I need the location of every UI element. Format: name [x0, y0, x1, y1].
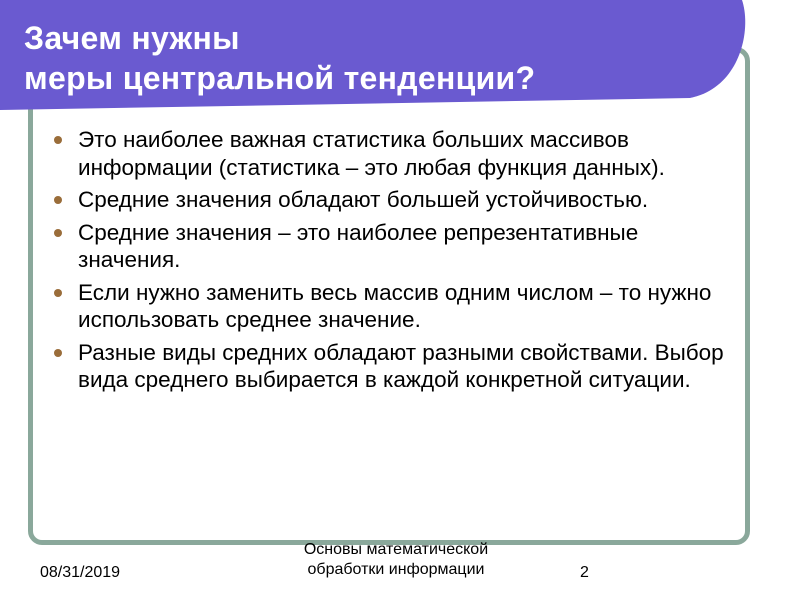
bullet-item: [54, 219, 744, 274]
bullet-icon: [54, 196, 62, 204]
footer-date: 08/31/2019: [40, 564, 121, 581]
bullet-icon: [54, 349, 62, 357]
page-number: 2: [580, 564, 589, 581]
bullet-item: [54, 339, 744, 394]
bullet-list: [54, 126, 744, 399]
slide-title-line-2: меры центральной тенденции?: [24, 60, 536, 96]
bullet-text: Это наиболее важная статистика больших массивов информации (статистика – это любая функция данных).: [78, 127, 665, 180]
bullet-text: Если нужно заменить весь массив одним числом – то нужно использовать среднее значение.: [78, 279, 712, 332]
bullet-item: [54, 186, 744, 214]
slide-title-line-1: Зачем нужны: [24, 20, 240, 56]
bullet-text: Средние значения обладают большей устойчивостью.: [78, 187, 649, 212]
footer-title: [236, 540, 556, 580]
bullet-icon: [54, 289, 62, 297]
bullet-icon: [54, 229, 62, 237]
bullet-text: Разные виды средних обладают разными свойствами. Выбор вида среднего выбирается в каждой конкретной ситуации.: [78, 339, 724, 392]
title-banner: [0, 0, 752, 118]
slide-title: [24, 18, 535, 98]
footer-title-line-1: Основы математической: [303, 541, 489, 558]
bullet-icon: [54, 136, 62, 144]
bullet-text: Средние значения – это наиболее репрезентативные значения.: [78, 219, 639, 272]
bullet-item: [54, 279, 744, 334]
footer-title-line-2: обработки информации: [307, 561, 485, 578]
bullet-item: [54, 126, 744, 181]
